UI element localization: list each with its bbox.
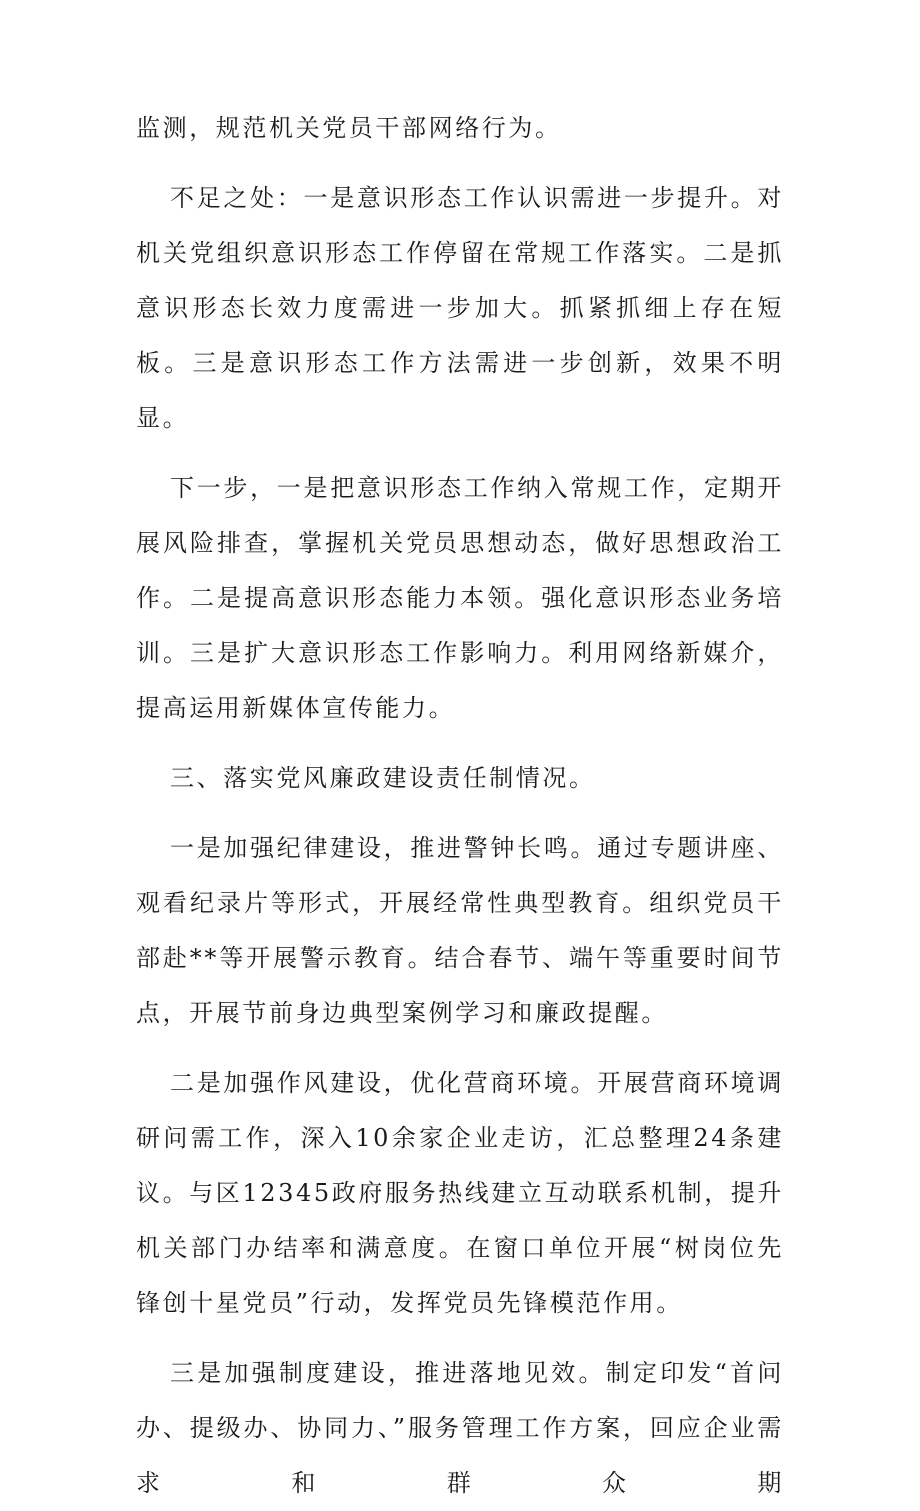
section-heading: 三、落实党风廉政建设责任制情况。 <box>170 764 596 792</box>
paragraph-3: 下一步，一是把意识形态工作纳入常规工作，定期开展风险排查，掌握机关党员思想动态，做好思想政治工作。二是提高意识形态能力本领。强化意识形态业务培训。三是扩大意识形态工作影响力。利用网络新媒介，提高运用新媒体宣传能力。 <box>136 474 784 722</box>
paragraph-5: 二是加强作风建设，优化营商环境。开展营商环境调研问需工作，深入10余家企业走访，汇总整理24条建议。与区12345政府服务热线建立互动联系机制，提升机关部门办结率和满意度。在窗口单位开展“树岗位先锋创十星党员”行动，发挥党员先锋模范作用。 <box>136 1069 784 1317</box>
document-page <box>136 101 784 1511</box>
paragraph-4: 一是加强纪律建设，推进警钟长鸣。通过专题讲座、观看纪录片等形式，开展经常性典型教育。组织党员干部赴**等开展警示教育。结合春节、端午等重要时间节点，开展节前身边典型案例学习和廉政提醒。 <box>136 834 784 1027</box>
paragraph-1: 监测，规范机关党员干部网络行为。 <box>136 114 562 142</box>
paragraph-6: 三是加强制度建设，推进落地见效。制定印发“首问办、提级办、协同力、”服务管理工作方案，回应企业需求和群众期 <box>136 1359 784 1497</box>
paragraph-2: 不足之处：一是意识形态工作认识需进一步提升。对机关党组织意识形态工作停留在常规工作落实。二是抓意识形态长效力度需进一步加大。抓紧抓细上存在短板。三是意识形态工作方法需进一步创新，效果不明显。 <box>136 184 784 432</box>
